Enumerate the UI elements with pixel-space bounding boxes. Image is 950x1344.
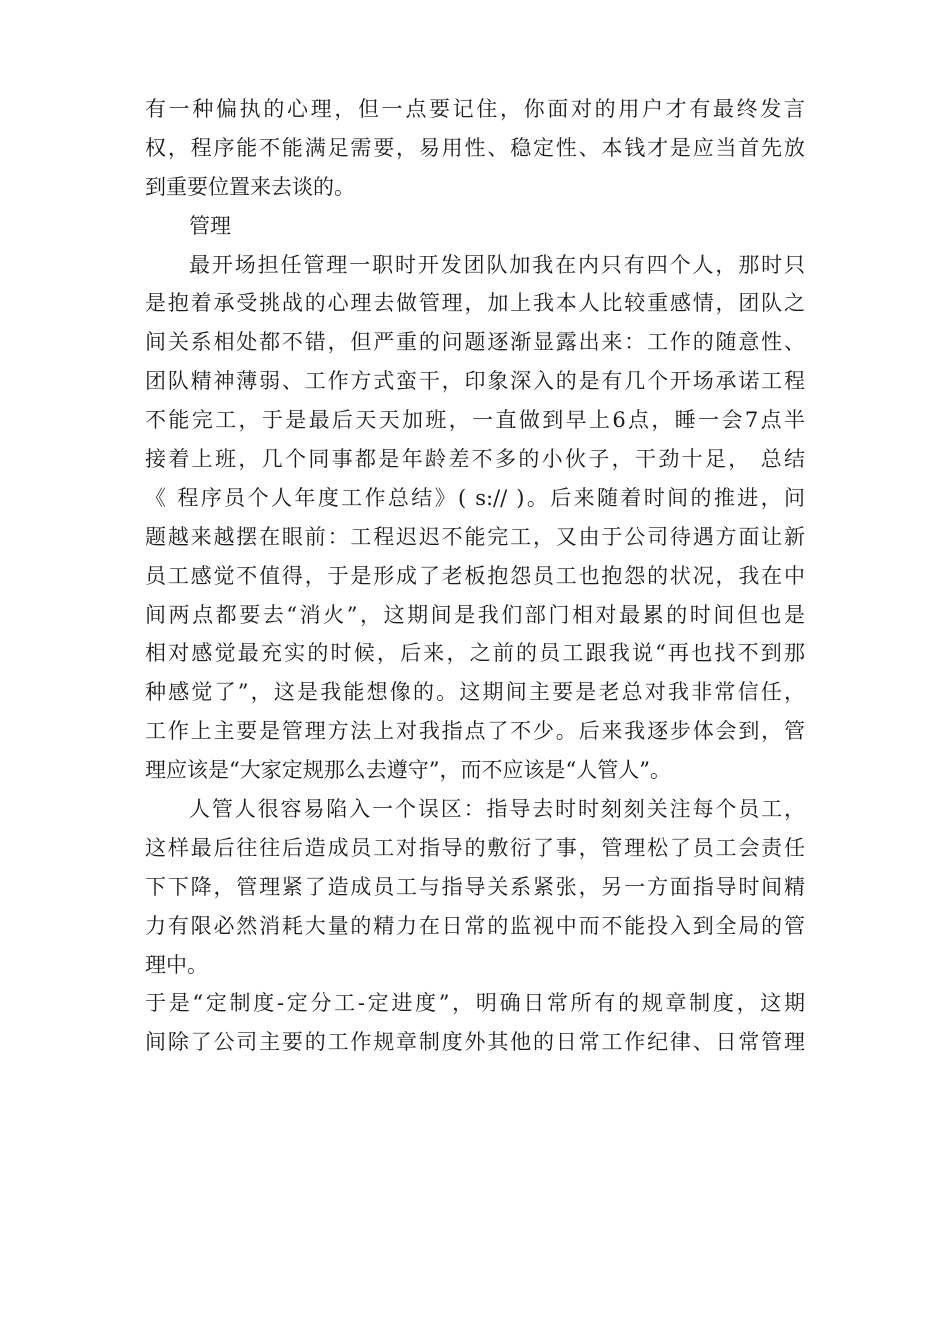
section-heading: 管理	[189, 213, 231, 238]
text-line: 下下降，管理紧了造成员工与指导关系紧张，另一方面指导时间精	[145, 874, 805, 899]
text-line: 间除了公司主要的工作规章制度外其他的日常工作纪律、日常管理	[145, 1030, 805, 1055]
text-line: 力有限必然消耗大量的精力在日常的监视中而不能投入到全局的管	[145, 913, 805, 938]
text-line: 人管人很容易陷入一个误区：指导去时时刻刻关注每个员工，	[189, 797, 805, 822]
text-line: 这样最后往往后造成员工对指导的敷衍了事，管理松了员工会责任	[145, 835, 805, 860]
text-line: 不能完工，于是最后天天加班，一直做到早上6点，睡一会7点半	[145, 408, 805, 433]
text-line: 团队精神薄弱、工作方式蛮干，印象深入的是有几个开场承诺工程	[145, 369, 805, 394]
text-line: 相对感觉最充实的时候，后来，之前的员工跟我说“再也找不到那	[145, 641, 805, 666]
document-body	[145, 90, 805, 1062]
text-line: 工作上主要是管理方法上对我指点了不少。后来我逐步体会到，管	[145, 719, 805, 744]
text-line: 理应该是“大家定规那么去遵守”，而不应该是“人管人”。	[145, 758, 671, 783]
text-line: 到重要位置来去谈的。	[145, 174, 355, 199]
text-line: 员工感觉不值得，于是形成了老板抱怨员工也抱怨的状况，我在中	[145, 563, 805, 588]
text-line: 接着上班，几个同事都是年龄差不多的小伙子，干劲十足， 总结	[145, 447, 805, 472]
text-line: 间两点都要去“消火”，这期间是我们部门相对最累的时间但也是	[145, 602, 805, 627]
text-line: 理中。	[145, 952, 208, 977]
text-line: 是抱着承受挑战的心理去做管理，加上我本人比较重感情，团队之	[145, 291, 805, 316]
text-line: 题越来越摆在眼前：工程迟迟不能完工，又由于公司待遇方面让新	[145, 524, 805, 549]
text-line: 于是“定制度-定分工-定进度”，明确日常所有的规章制度，这期	[145, 991, 805, 1016]
text-line: 有一种偏执的心理，但一点要记住，你面对的用户才有最终发言	[145, 97, 805, 121]
text-line: 间关系相处都不错，但严重的问题逐渐显露出来：工作的随意性、	[145, 330, 805, 355]
text-line: 《 程序员个人年度工作总结》( s:// )。后来随着时间的推进，问	[145, 485, 805, 510]
text-line: 最开场担任管理一职时开发团队加我在内只有四个人，那时只	[189, 252, 805, 277]
text-line: 权，程序能不能满足需要，易用性、稳定性、本钱才是应当首先放	[145, 135, 805, 160]
text-line: 种感觉了”，这是我能想像的。这期间主要是老总对我非常信任，	[145, 680, 805, 705]
